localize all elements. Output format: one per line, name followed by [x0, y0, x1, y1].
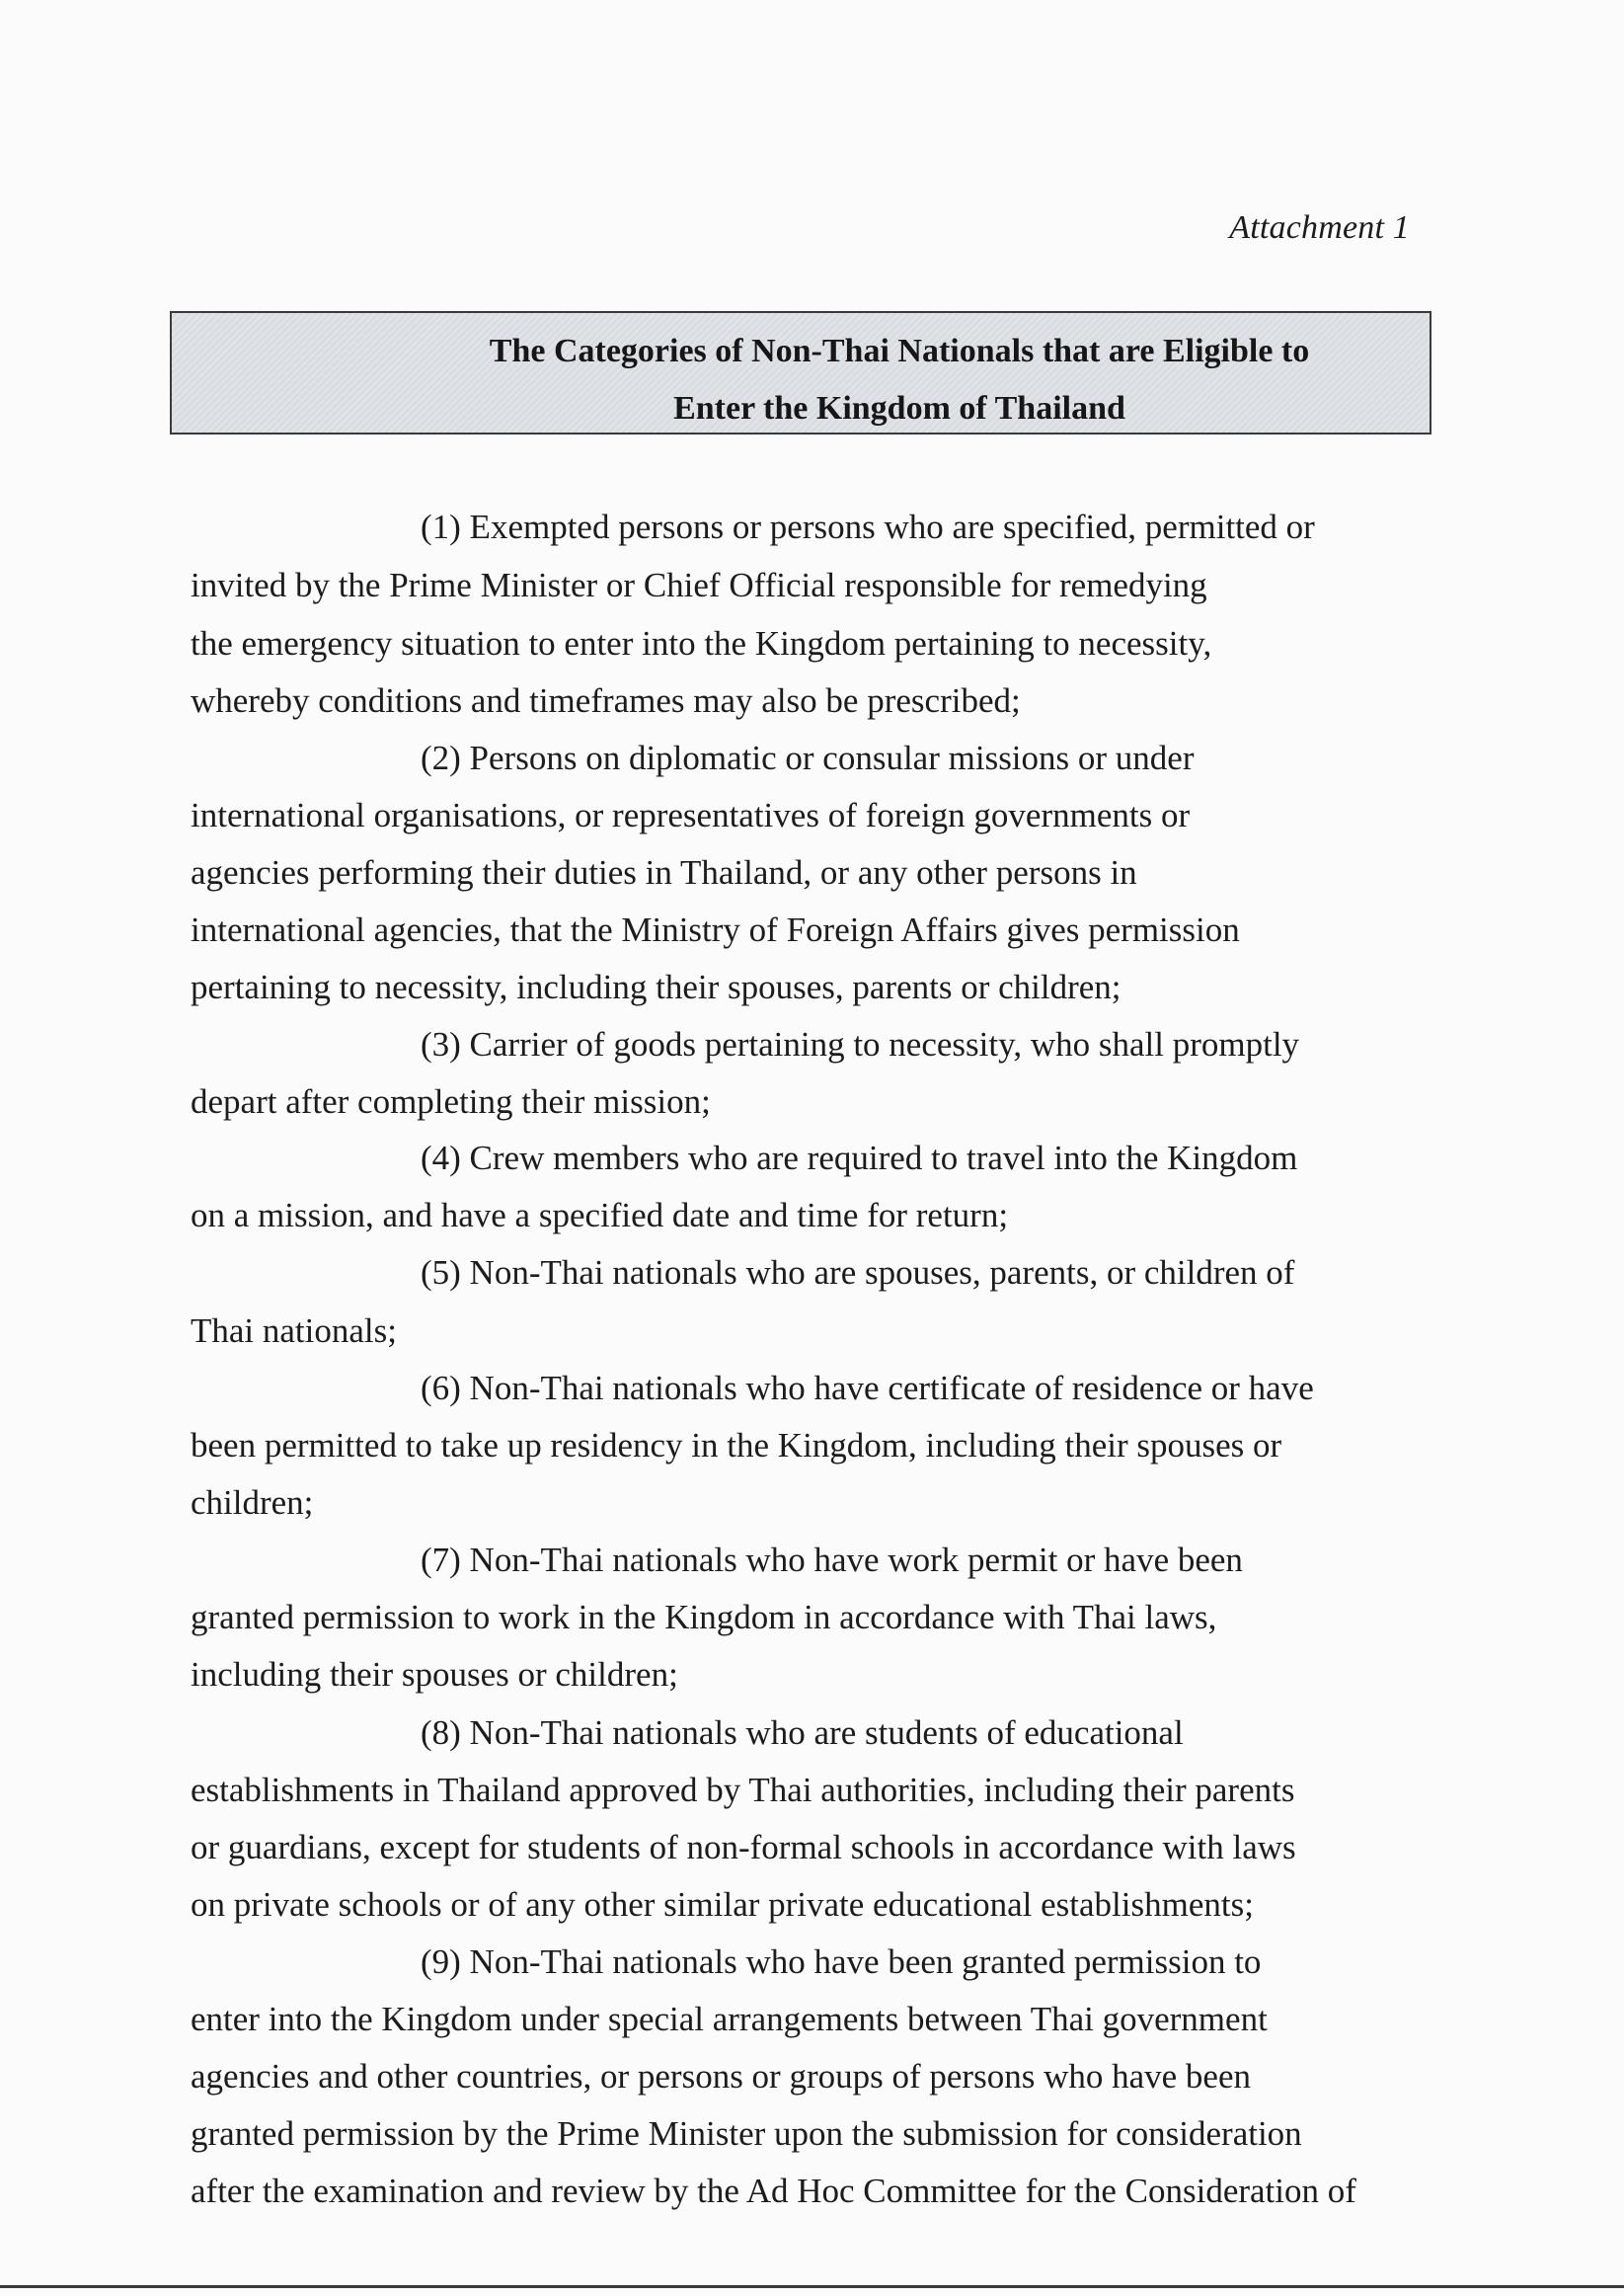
paragraph-1-line-3: the emergency situation to enter into the Kingdom pertaining to necessity, — [191, 624, 1212, 663]
paragraph-2-line-2: international organisations, or representatives of foreign governments or — [191, 796, 1191, 834]
paragraph-9-line-4: granted permission by the Prime Minister upon the submission for consideration — [191, 2114, 1302, 2153]
title-line-1: The Categories of Non-Thai Nationals that are Eligible to — [489, 333, 1310, 369]
paragraph-3-line-2: depart after completing their mission; — [191, 1082, 711, 1121]
paragraph-1-line-4: whereby conditions and timeframes may also be prescribed; — [191, 681, 1021, 720]
paragraph-8-line-4: on private schools or of any other similar private educational establishments; — [191, 1885, 1254, 1924]
paragraph-7-line-1: (7) Non-Thai nationals who have work permit or have been — [421, 1541, 1243, 1579]
paragraph-4-line-2: on a mission, and have a specified date and time for return; — [191, 1196, 1009, 1234]
bottom-scan-edge — [0, 2285, 1624, 2288]
paragraph-2-line-5: pertaining to necessity, including their spouses, parents or children; — [191, 968, 1121, 1006]
paragraph-2-line-3: agencies performing their duties in Thailand, or any other persons in — [191, 853, 1137, 892]
paragraph-8-line-1: (8) Non-Thai nationals who are students of educational — [421, 1713, 1184, 1752]
paragraph-6-line-1: (6) Non-Thai nationals who have certificate of residence or have — [421, 1369, 1314, 1407]
title-box — [170, 311, 1431, 435]
paragraph-2-line-1: (2) Persons on diplomatic or consular missions or under — [421, 739, 1195, 777]
attachment-label: Attachment 1 — [1229, 209, 1410, 246]
paragraph-2-line-4: international agencies, that the Ministry of Foreign Affairs gives permission — [191, 910, 1240, 949]
paragraph-9-line-2: enter into the Kingdom under special arrangements between Thai government — [191, 2000, 1268, 2038]
paragraph-7-line-3: including their spouses or children; — [191, 1655, 678, 1694]
paragraph-8-line-2: establishments in Thailand approved by Thai authorities, including their parents — [191, 1771, 1295, 1809]
paragraph-5-line-1: (5) Non-Thai nationals who are spouses, parents, or children of — [421, 1253, 1295, 1292]
paragraph-4-line-1: (4) Crew members who are required to travel into the Kingdom — [421, 1139, 1298, 1177]
paragraph-6-line-3: children; — [191, 1483, 314, 1522]
paragraph-6-line-2: been permitted to take up residency in the Kingdom, including their spouses or — [191, 1426, 1282, 1465]
paragraph-9-line-3: agencies and other countries, or persons or groups of persons who have been — [191, 2057, 1251, 2096]
paragraph-8-line-3: or guardians, except for students of non-formal schools in accordance with laws — [191, 1828, 1296, 1866]
paragraph-3-line-1: (3) Carrier of goods pertaining to necessity, who shall promptly — [421, 1025, 1300, 1064]
title-line-2: Enter the Kingdom of Thailand — [673, 390, 1125, 427]
paragraph-7-line-2: granted permission to work in the Kingdom in accordance with Thai laws, — [191, 1598, 1217, 1636]
paragraph-9-line-5: after the examination and review by the Ad Hoc Committee for the Consideration of — [191, 2172, 1356, 2210]
paragraph-1-line-2: invited by the Prime Minister or Chief Official responsible for remedying — [191, 566, 1207, 604]
paragraph-9-line-1: (9) Non-Thai nationals who have been granted permission to — [421, 1942, 1262, 1981]
paragraph-1-line-1: (1) Exempted persons or persons who are specified, permitted or — [421, 508, 1315, 546]
paragraph-5-line-2: Thai nationals; — [191, 1311, 397, 1350]
